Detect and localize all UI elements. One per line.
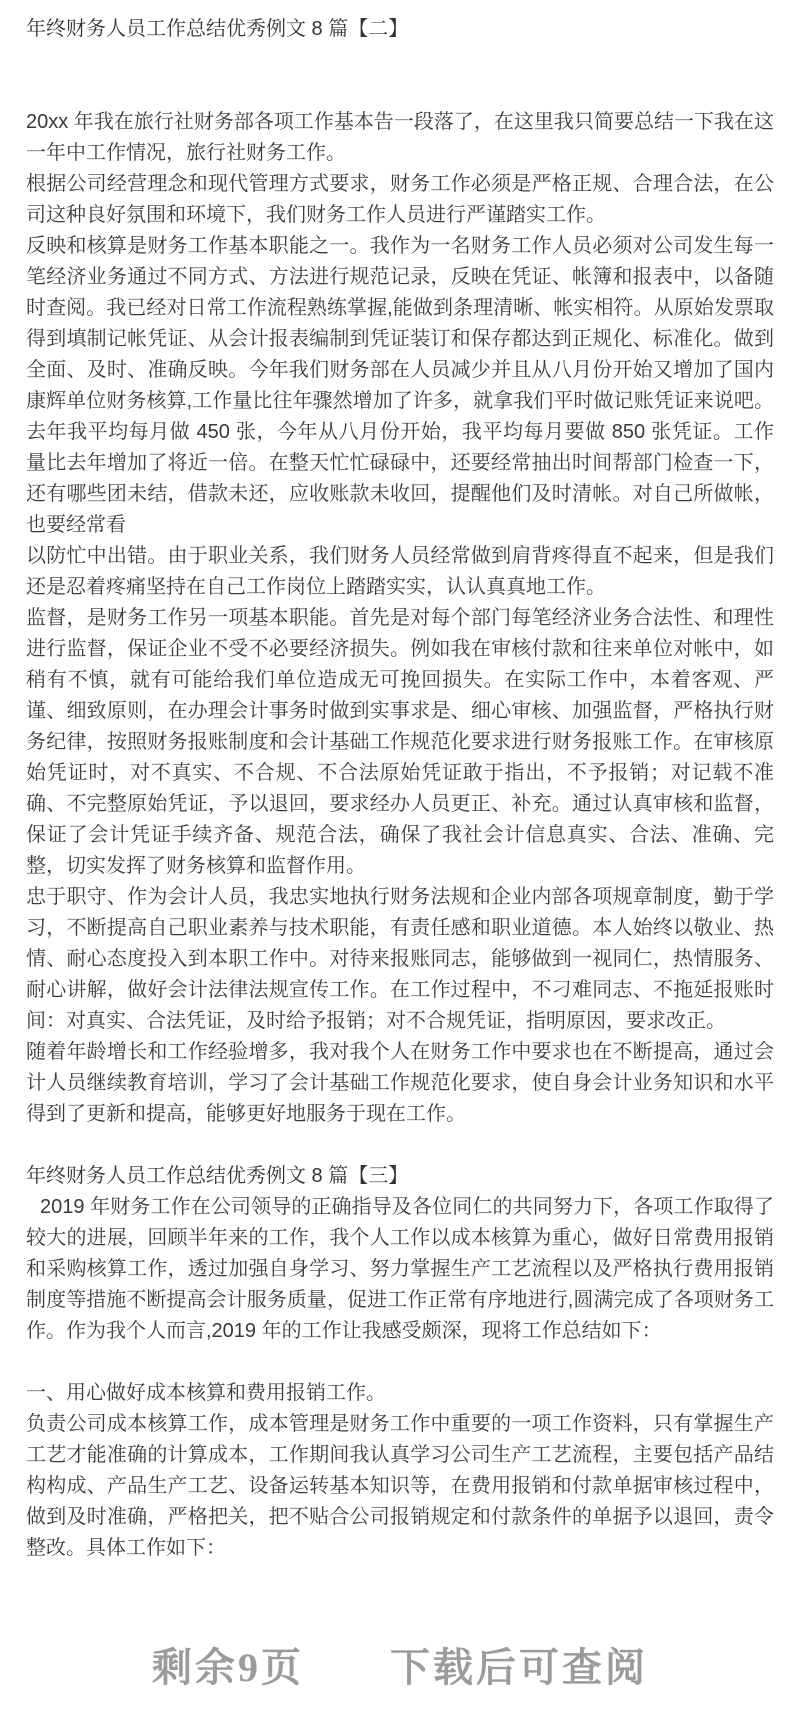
document-title-section2: 年终财务人员工作总结优秀例文 8 篇【二】: [26, 18, 409, 40]
paragraph: 根据公司经营理念和现代管理方式要求，财务工作必须是严格正规、合理合法，在公司这种良好氛围和环境下，我们财务工作人员进行严谨踏实工作。: [26, 173, 774, 226]
paragraph: 监督，是财务工作另一项基本职能。首先是对每个部门每笔经济业务合法性、和理性进行监督，保证企业不受不必要经济损失。例如我在审核付款和往来单位对帐中，如稍有不慎，就有可能给我们单位造成无可挽回损失。在实际工作中，本着客观、严谨、细致原则，在办理会计事务时做到实事求是、细心审核、加强监督，严格执行财务纪律，按照财务报账制度和会计基础工作规范化要求进行财务报账工作。在审核原始凭证时，对不真实、不合规、不合法原始凭证敢于指出，不予报销；对记载不准确、不完整原始凭证，予以退回，要求经办人员更正、补充。通过认真审核和监督，保证了会计凭证手续齐备、规范合法，确保了我社会计信息真实、合法、准确、完整，切实发挥了财务核算和监督作用。: [26, 607, 774, 877]
paragraph: 20xx 年我在旅行社财务部各项工作基本告一段落了，在这里我只简要总结一下我在这一年中工作情况，旅行社财务工作。: [26, 111, 774, 164]
subheading-cost-accounting: 一、用心做好成本核算和费用报销工作。: [26, 1382, 386, 1404]
paragraph: 随着年龄增长和工作经验增多，我对我个人在财务工作中要求也在不断提高，通过会计人员继续教育培训，学习了会计基础工作规范化要求，使自身会计业务知识和水平得到了更新和提高，能够更好地服务于现在工作。: [26, 1041, 774, 1125]
paragraph: 2019 年财务工作在公司领导的正确指导及各位同仁的共同努力下，各项工作取得了较大的进展，回顾半年来的工作，我个人工作以成本核算为重心，做好日常费用报销和采购核算工作，透过加强自身学习、努力掌握生产工艺流程以及严格执行费用报销制度等措施不断提高会计服务质量，促进工作正常有序地进行,圆满完成了各项财务工作。作为我个人而言,2019 年的工作让我感受颇深，现将工作总结如下：: [26, 1196, 774, 1342]
remaining-pages-notice: 剩余9页 下载后可查阅: [152, 1645, 648, 1690]
paragraph: 忠于职守、作为会计人员，我忠实地执行财务法规和企业内部各项规章制度，勤于学习，不断提高自己职业素养与技术职能，有责任感和职业道德。本人始终以敬业、热情、耐心态度投入到本职工作中。对待来报账同志，能够做到一视同仁，热情服务、耐心讲解，做好会计法律法规宣传工作。在工作过程中，不刁难同志、不拖延报账时间：对真实、合法凭证，及时给予报销；对不合规凭证，指明原因，要求改正。: [26, 886, 774, 1032]
paragraph: 负责公司成本核算工作，成本管理是财务工作中重要的一项工作资料，只有掌握生产工艺才能准确的计算成本，工作期间我认真学习公司生产工艺流程，主要包括产品结构构成、产品生产工艺、设备运转基本知识等，在费用报销和付款单据审核过程中，做到及时准确，严格把关，把不贴合公司报销规定和付款条件的单据予以退回，责令整改。具体工作如下：: [26, 1413, 774, 1559]
document-title-section3: 年终财务人员工作总结优秀例文 8 篇【三】: [26, 1165, 409, 1187]
paragraph: 反映和核算是财务工作基本职能之一。我作为一名财务工作人员必须对公司发生每一笔经济业务通过不同方式、方法进行规范记录，反映在凭证、帐簿和报表中，以备随时查阅。我已经对日常工作流程熟练掌握,能做到条理清晰、帐实相符。从原始发票取得到填制记帐凭证、从会计报表编制到凭证装订和保存都达到正规化、标准化。做到全面、及时、准确反映。今年我们财务部在人员减少并且从八月份开始又增加了国内康辉单位财务核算,工作量比往年骤然增加了许多，就拿我们平时做记账凭证来说吧。去年我平均每月做 450 张，今年从八月份开始，我平均每月要做 850 张凭证。工作量比去年增加了将近一倍。在整天忙忙碌碌中，还要经常抽出时间帮部门检查一下，还有哪些团未结，借款未还，应收账款未收回，提醒他们及时清帐。对自己所做帐，也要经常看: [26, 235, 774, 536]
paragraph: 以防忙中出错。由于职业关系，我们财务人员经常做到肩背疼得直不起来，但是我们还是忍着疼痛坚持在自己工作岗位上踏踏实实，认认真真地工作。: [26, 545, 774, 598]
